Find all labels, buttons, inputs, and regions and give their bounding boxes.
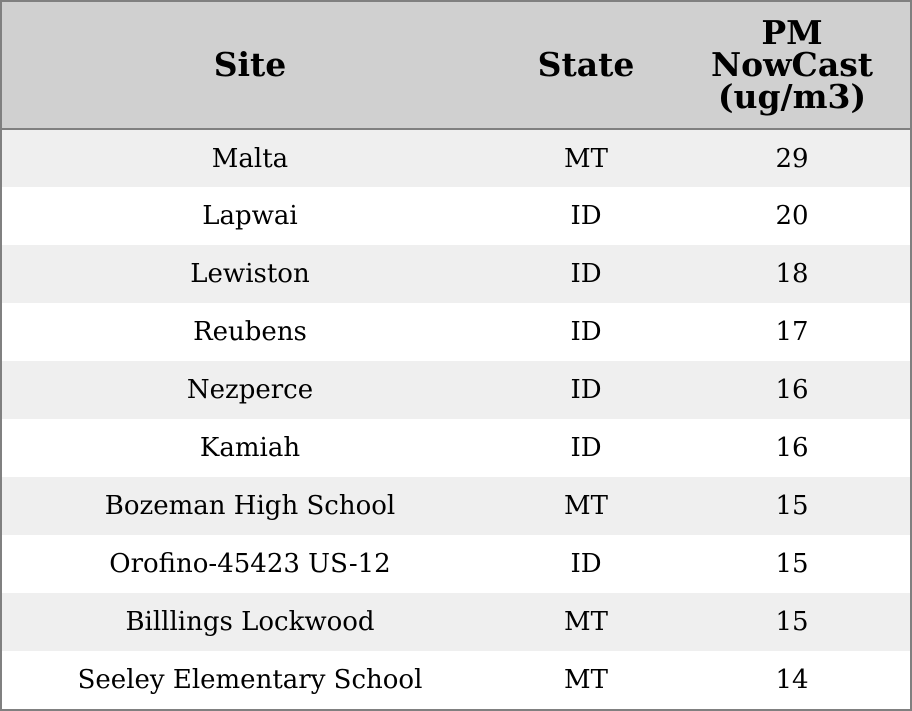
cell-site: Lewiston — [190, 259, 310, 289]
cell-site: Orofino-45423 US-12 — [109, 549, 391, 579]
table-row — [2, 419, 910, 477]
header-pm-line-1: PM — [761, 13, 823, 52]
table-header-row — [2, 2, 910, 129]
table-row — [2, 477, 910, 535]
cell-state: ID — [570, 201, 602, 231]
cell-state: MT — [564, 491, 608, 521]
table-row — [2, 303, 910, 361]
cell-site: Nezperce — [186, 375, 314, 405]
cell-state: ID — [570, 433, 602, 463]
cell-pm: 15 — [775, 549, 809, 579]
table-row — [2, 361, 910, 419]
cell-site: Billlings Lockwood — [125, 607, 375, 637]
cell-site: Reubens — [193, 317, 307, 347]
table-row — [2, 535, 910, 593]
cell-site: Bozeman High School — [104, 491, 396, 521]
pm-nowcast-table — [2, 2, 910, 709]
cell-site: Malta — [211, 143, 289, 174]
cell-pm: 17 — [775, 317, 809, 347]
cell-state: MT — [564, 665, 608, 695]
cell-pm: 29 — [775, 143, 809, 174]
header-state: State — [498, 2, 674, 129]
header-pm-line-2: NowCast — [710, 45, 874, 84]
cell-state: ID — [570, 259, 602, 289]
cell-pm: 20 — [775, 201, 809, 231]
cell-state: MT — [564, 607, 608, 637]
table-row — [2, 129, 910, 187]
cell-pm: 16 — [775, 433, 809, 463]
cell-state: ID — [570, 375, 602, 405]
cell-site: Seeley Elementary School — [77, 665, 423, 695]
cell-site: Kamiah — [199, 433, 301, 463]
header-site: Site — [2, 2, 498, 129]
cell-site: Lapwai — [202, 201, 298, 231]
cell-state: ID — [570, 317, 602, 347]
cell-pm: 18 — [775, 259, 809, 289]
table-row — [2, 245, 910, 303]
table-row — [2, 593, 910, 651]
cell-pm: 14 — [775, 665, 809, 695]
header-pm-line-3: (ug/m3) — [717, 77, 867, 116]
cell-pm: 16 — [775, 375, 809, 405]
cell-state: ID — [570, 549, 602, 579]
table-row — [2, 651, 910, 709]
cell-pm: 15 — [775, 491, 809, 521]
table-row — [2, 187, 910, 245]
cell-state: MT — [564, 143, 608, 174]
cell-pm: 15 — [775, 607, 809, 637]
header-pm-nowcast — [674, 2, 910, 129]
